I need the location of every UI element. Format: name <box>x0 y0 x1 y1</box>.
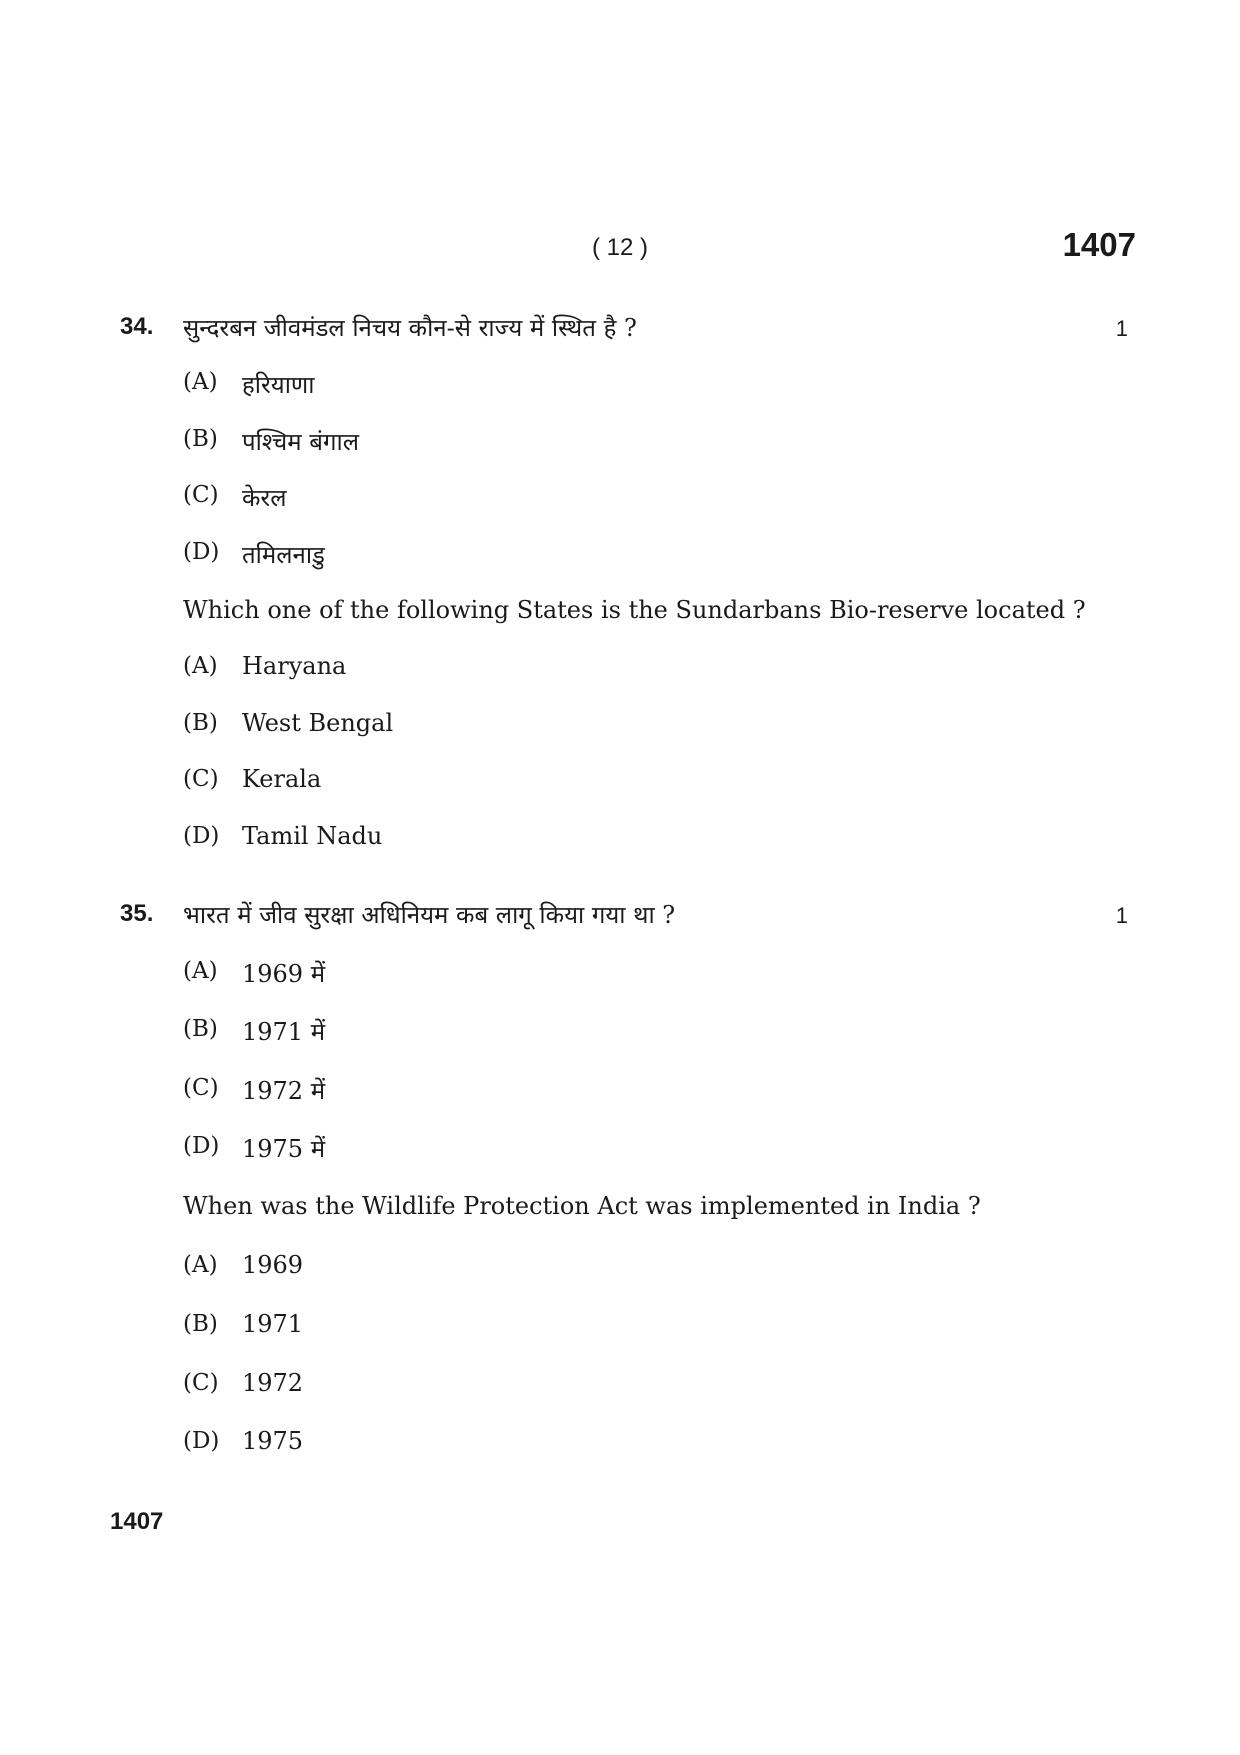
option-label: (C) <box>183 1075 219 1101</box>
option-label: (A) <box>183 369 218 395</box>
option-label: (A) <box>183 1252 218 1278</box>
option-text: 1975 में <box>242 1135 326 1163</box>
question-text-english: When was the Wildlife Protection Act was implemented in India ? <box>183 1192 981 1220</box>
option-label: (C) <box>183 766 219 792</box>
option-label: (D) <box>183 539 220 565</box>
question-marks: 1 <box>1115 316 1128 341</box>
option-text: तमिलनाडु <box>242 541 325 569</box>
option-text: हरियाणा <box>242 371 315 399</box>
option-label: (B) <box>183 1311 218 1337</box>
option-label: (D) <box>183 1133 220 1159</box>
option-label: (A) <box>183 958 218 984</box>
option-label: (B) <box>183 1016 218 1042</box>
option-text: पश्चिम बंगाल <box>242 428 359 456</box>
option-label: (C) <box>183 1370 219 1396</box>
option-text: 1971 <box>242 1310 304 1338</box>
paper-code-footer: 1407 <box>110 1508 164 1535</box>
question-number: 35. <box>120 900 154 927</box>
question-marks: 1 <box>1115 903 1128 928</box>
option-text: Kerala <box>242 765 322 793</box>
option-label: (B) <box>183 426 218 452</box>
option-text: 1975 <box>242 1427 304 1455</box>
paper-code-header: 1407 <box>1062 226 1136 263</box>
option-label: (B) <box>183 710 218 736</box>
option-label: (D) <box>183 823 220 849</box>
question-text-hindi: भारत में जीव सुरक्षा अधिनियम कब लागू किया गया था ? <box>183 901 676 929</box>
option-label: (A) <box>183 653 218 679</box>
question-number: 34. <box>120 313 154 340</box>
option-text: 1971 में <box>242 1018 326 1046</box>
option-text: West Bengal <box>242 709 394 737</box>
option-label: (C) <box>183 482 219 508</box>
option-text: 1969 में <box>242 960 326 988</box>
option-label: (D) <box>183 1428 220 1454</box>
question-text-english: Which one of the following States is the Sundarbans Bio-reserve located ? <box>183 596 1086 624</box>
option-text: Haryana <box>242 652 347 680</box>
option-text: 1972 में <box>242 1077 326 1105</box>
page-number: ( 12 ) <box>591 234 648 261</box>
option-text: 1969 <box>242 1251 304 1279</box>
question-text-hindi: सुन्दरबन जीवमंडल निचय कौन-से राज्य में स्थित है ? <box>183 314 637 342</box>
option-text: केरल <box>242 484 287 512</box>
option-text: 1972 <box>242 1369 304 1397</box>
option-text: Tamil Nadu <box>242 822 383 850</box>
